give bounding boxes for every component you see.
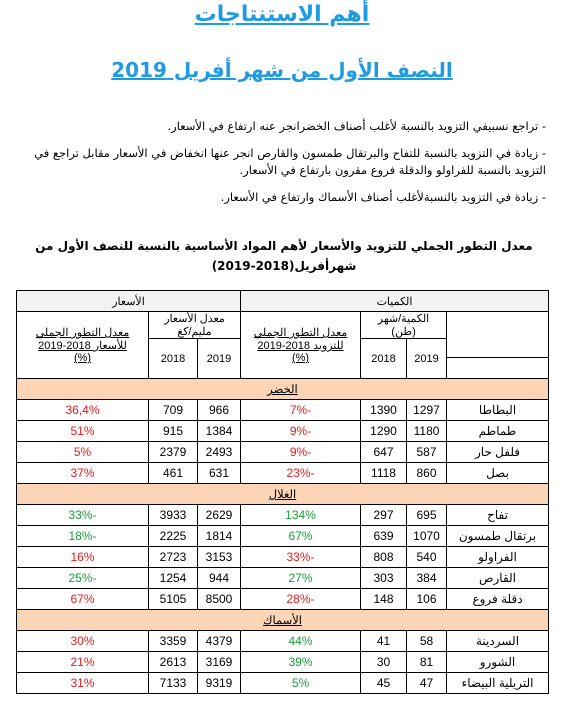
qty-2019-cell: 1070 bbox=[407, 526, 447, 547]
conclusions-list bbox=[16, 118, 546, 216]
price-change-cell: 36,4% bbox=[17, 400, 149, 421]
qty-change-cell: 134% bbox=[241, 505, 361, 526]
table-row bbox=[17, 673, 549, 694]
price-change-pct-label: (%) bbox=[73, 352, 92, 364]
price-2018-cell: 1254 bbox=[149, 568, 198, 589]
price-2019-cell: 3169 bbox=[198, 652, 241, 673]
qty-2019-cell: 695 bbox=[407, 505, 447, 526]
quantities-header: الكميات bbox=[241, 291, 549, 312]
qty-2018-cell: 1118 bbox=[361, 463, 407, 484]
section-header bbox=[17, 379, 549, 400]
section-header bbox=[17, 610, 549, 631]
qty-2018-cell: 647 bbox=[361, 442, 407, 463]
price-2018-cell: 3933 bbox=[149, 505, 198, 526]
qty-change-cell: -28% bbox=[241, 589, 361, 610]
price-2018-cell: 5105 bbox=[149, 589, 198, 610]
qty-2018-cell: 303 bbox=[361, 568, 407, 589]
section-title: الخضر bbox=[267, 384, 298, 396]
qty-change-cell: 39% bbox=[241, 652, 361, 673]
price-change-cell: 67% bbox=[17, 589, 149, 610]
qty-2019-cell: 1180 bbox=[407, 421, 447, 442]
section-header bbox=[17, 484, 549, 505]
price-2018-cell: 915 bbox=[149, 421, 198, 442]
price-year-2019: 2019 bbox=[198, 339, 241, 379]
price-change-cell: 51% bbox=[17, 421, 149, 442]
price-2018-cell: 2723 bbox=[149, 547, 198, 568]
price-2018-cell: 2379 bbox=[149, 442, 198, 463]
price-2018-cell: 2225 bbox=[149, 526, 198, 547]
product-name-cell: طماطم bbox=[447, 421, 549, 442]
report-title: أهم الاستنتاجات bbox=[194, 2, 370, 27]
qty-change-header bbox=[241, 312, 361, 379]
price-2019-cell: 4379 bbox=[198, 631, 241, 652]
product-name-cell: الفراولو bbox=[447, 547, 549, 568]
price-change-cell: 16% bbox=[17, 547, 149, 568]
table-row bbox=[17, 568, 549, 589]
price-unit-label: مليم/كغ bbox=[177, 326, 212, 338]
price-change-cell: -33% bbox=[17, 505, 149, 526]
qty-year-2018: 2018 bbox=[361, 339, 407, 379]
table-row bbox=[17, 463, 549, 484]
table-row bbox=[17, 589, 549, 610]
product-name-cell: برتقال طمسون bbox=[447, 526, 549, 547]
prices-header: الأسعار bbox=[17, 291, 241, 312]
qty-2019-cell: 58 bbox=[407, 631, 447, 652]
product-name-cell: السردينة bbox=[447, 631, 549, 652]
price-change-header bbox=[17, 312, 149, 379]
qty-2018-cell: 148 bbox=[361, 589, 407, 610]
table-row bbox=[17, 547, 549, 568]
price-2019-cell: 1384 bbox=[198, 421, 241, 442]
qty-2019-cell: 384 bbox=[407, 568, 447, 589]
qty-change-pct-label: (%) bbox=[291, 352, 310, 364]
price-2019-cell: 2629 bbox=[198, 505, 241, 526]
price-2018-cell: 7133 bbox=[149, 673, 198, 694]
product-name-cell: البطاطا bbox=[447, 400, 549, 421]
price-year-2018: 2018 bbox=[149, 339, 198, 379]
product-name-cell: التريلية البيضاء bbox=[447, 673, 549, 694]
qty-2018-cell: 41 bbox=[361, 631, 407, 652]
qty-change-cell: -7% bbox=[241, 400, 361, 421]
price-2018-cell: 709 bbox=[149, 400, 198, 421]
qty-2018-cell: 639 bbox=[361, 526, 407, 547]
conclusion-item: - زيادة في التزويد بالنسبةلأغلب أصناف الأسماك وارتفاع في الأسعار. bbox=[220, 190, 546, 204]
price-2019-cell: 2493 bbox=[198, 442, 241, 463]
qty-month-header bbox=[361, 312, 447, 339]
table-row bbox=[17, 652, 549, 673]
table-row bbox=[17, 400, 549, 421]
qty-2019-cell: 47 bbox=[407, 673, 447, 694]
qty-2018-cell: 297 bbox=[361, 505, 407, 526]
price-2019-cell: 631 bbox=[198, 463, 241, 484]
price-change-cell: 37% bbox=[17, 463, 149, 484]
qty-unit-label: (طن) bbox=[391, 326, 416, 338]
price-2018-cell: 2613 bbox=[149, 652, 198, 673]
price-change-cell: 21% bbox=[17, 652, 149, 673]
qty-change-cell: -9% bbox=[241, 421, 361, 442]
price-change-cell: 30% bbox=[17, 631, 149, 652]
qty-change-cell: -33% bbox=[241, 547, 361, 568]
qty-2019-cell: 860 bbox=[407, 463, 447, 484]
price-change-cell: -25% bbox=[17, 568, 149, 589]
price-change-cell: -18% bbox=[17, 526, 149, 547]
section-title: الأسماك bbox=[262, 615, 303, 627]
qty-2018-cell: 1390 bbox=[361, 400, 407, 421]
qty-2018-cell: 808 bbox=[361, 547, 407, 568]
qty-2019-cell: 540 bbox=[407, 547, 447, 568]
price-change-cell: 31% bbox=[17, 673, 149, 694]
table-row bbox=[17, 421, 549, 442]
qty-2018-cell: 45 bbox=[361, 673, 407, 694]
table-row bbox=[17, 442, 549, 463]
price-2019-cell: 1814 bbox=[198, 526, 241, 547]
qty-2019-cell: 587 bbox=[407, 442, 447, 463]
conclusion-item: - تراجع نسبيفي التزويد بالنسبة لأغلب أصناف الخضرانجر عنه ارتفاع في الأسعار. bbox=[167, 119, 546, 133]
product-name-cell: فلفل حار bbox=[447, 442, 549, 463]
table-row bbox=[17, 505, 549, 526]
table-title: معدل التطور الجملي للتزويد والأسعار لأهم المواد الأساسية بالنسبة للنصف الأول من شهرأفريل(2018-2019) bbox=[35, 239, 533, 273]
price-2019-cell: 966 bbox=[198, 400, 241, 421]
qty-year-2019: 2019 bbox=[407, 339, 447, 379]
qty-change-cell: -9% bbox=[241, 442, 361, 463]
price-avg-header bbox=[149, 312, 241, 339]
price-change-label: معدل التطور الجملي للأسعار 2018-2019 bbox=[35, 327, 130, 352]
qty-change-cell: 67% bbox=[241, 526, 361, 547]
product-name-cell: بصل bbox=[447, 463, 549, 484]
qty-change-cell: 44% bbox=[241, 631, 361, 652]
report-period-title: النصف الأول من شهر أفريل 2019 bbox=[111, 58, 453, 82]
product-name-cell: تفاح bbox=[447, 505, 549, 526]
prices-supply-table bbox=[16, 290, 549, 694]
qty-change-label: معدل التطور الجملي للتزويد 2018-2019 bbox=[253, 327, 348, 352]
empty-header-cell bbox=[447, 312, 549, 358]
qty-change-cell: 5% bbox=[241, 673, 361, 694]
table-row bbox=[17, 631, 549, 652]
price-2018-cell: 3359 bbox=[149, 631, 198, 652]
product-name-cell: الشورو bbox=[447, 652, 549, 673]
price-avg-label: معدل الأسعار bbox=[164, 313, 225, 325]
qty-2018-cell: 1290 bbox=[361, 421, 407, 442]
section-title: الغلال bbox=[268, 489, 297, 501]
price-2019-cell: 8500 bbox=[198, 589, 241, 610]
qty-2018-cell: 30 bbox=[361, 652, 407, 673]
empty-header-cell bbox=[447, 358, 549, 379]
qty-2019-cell: 81 bbox=[407, 652, 447, 673]
qty-2019-cell: 1297 bbox=[407, 400, 447, 421]
product-name-cell: القارص bbox=[447, 568, 549, 589]
table-row bbox=[17, 526, 549, 547]
qty-month-label: الكمية/شهر bbox=[377, 313, 430, 325]
price-2019-cell: 9319 bbox=[198, 673, 241, 694]
price-2019-cell: 3153 bbox=[198, 547, 241, 568]
qty-change-cell: 27% bbox=[241, 568, 361, 589]
price-2019-cell: 944 bbox=[198, 568, 241, 589]
product-name-cell: دقلة فروع bbox=[447, 589, 549, 610]
price-2018-cell: 461 bbox=[149, 463, 198, 484]
qty-change-cell: -23% bbox=[241, 463, 361, 484]
price-change-cell: 5% bbox=[17, 442, 149, 463]
conclusion-item: - زيادة في التزويد بالنسبة للتفاح والبرتقال طمسون والقارص انجر عنها انخفاض في الأسعار مقابل تراجع في التزويد بالنسبة للفراولو والدقلة فروع مقرون بارتفاع في الأسعار. bbox=[34, 146, 546, 177]
qty-2019-cell: 106 bbox=[407, 589, 447, 610]
